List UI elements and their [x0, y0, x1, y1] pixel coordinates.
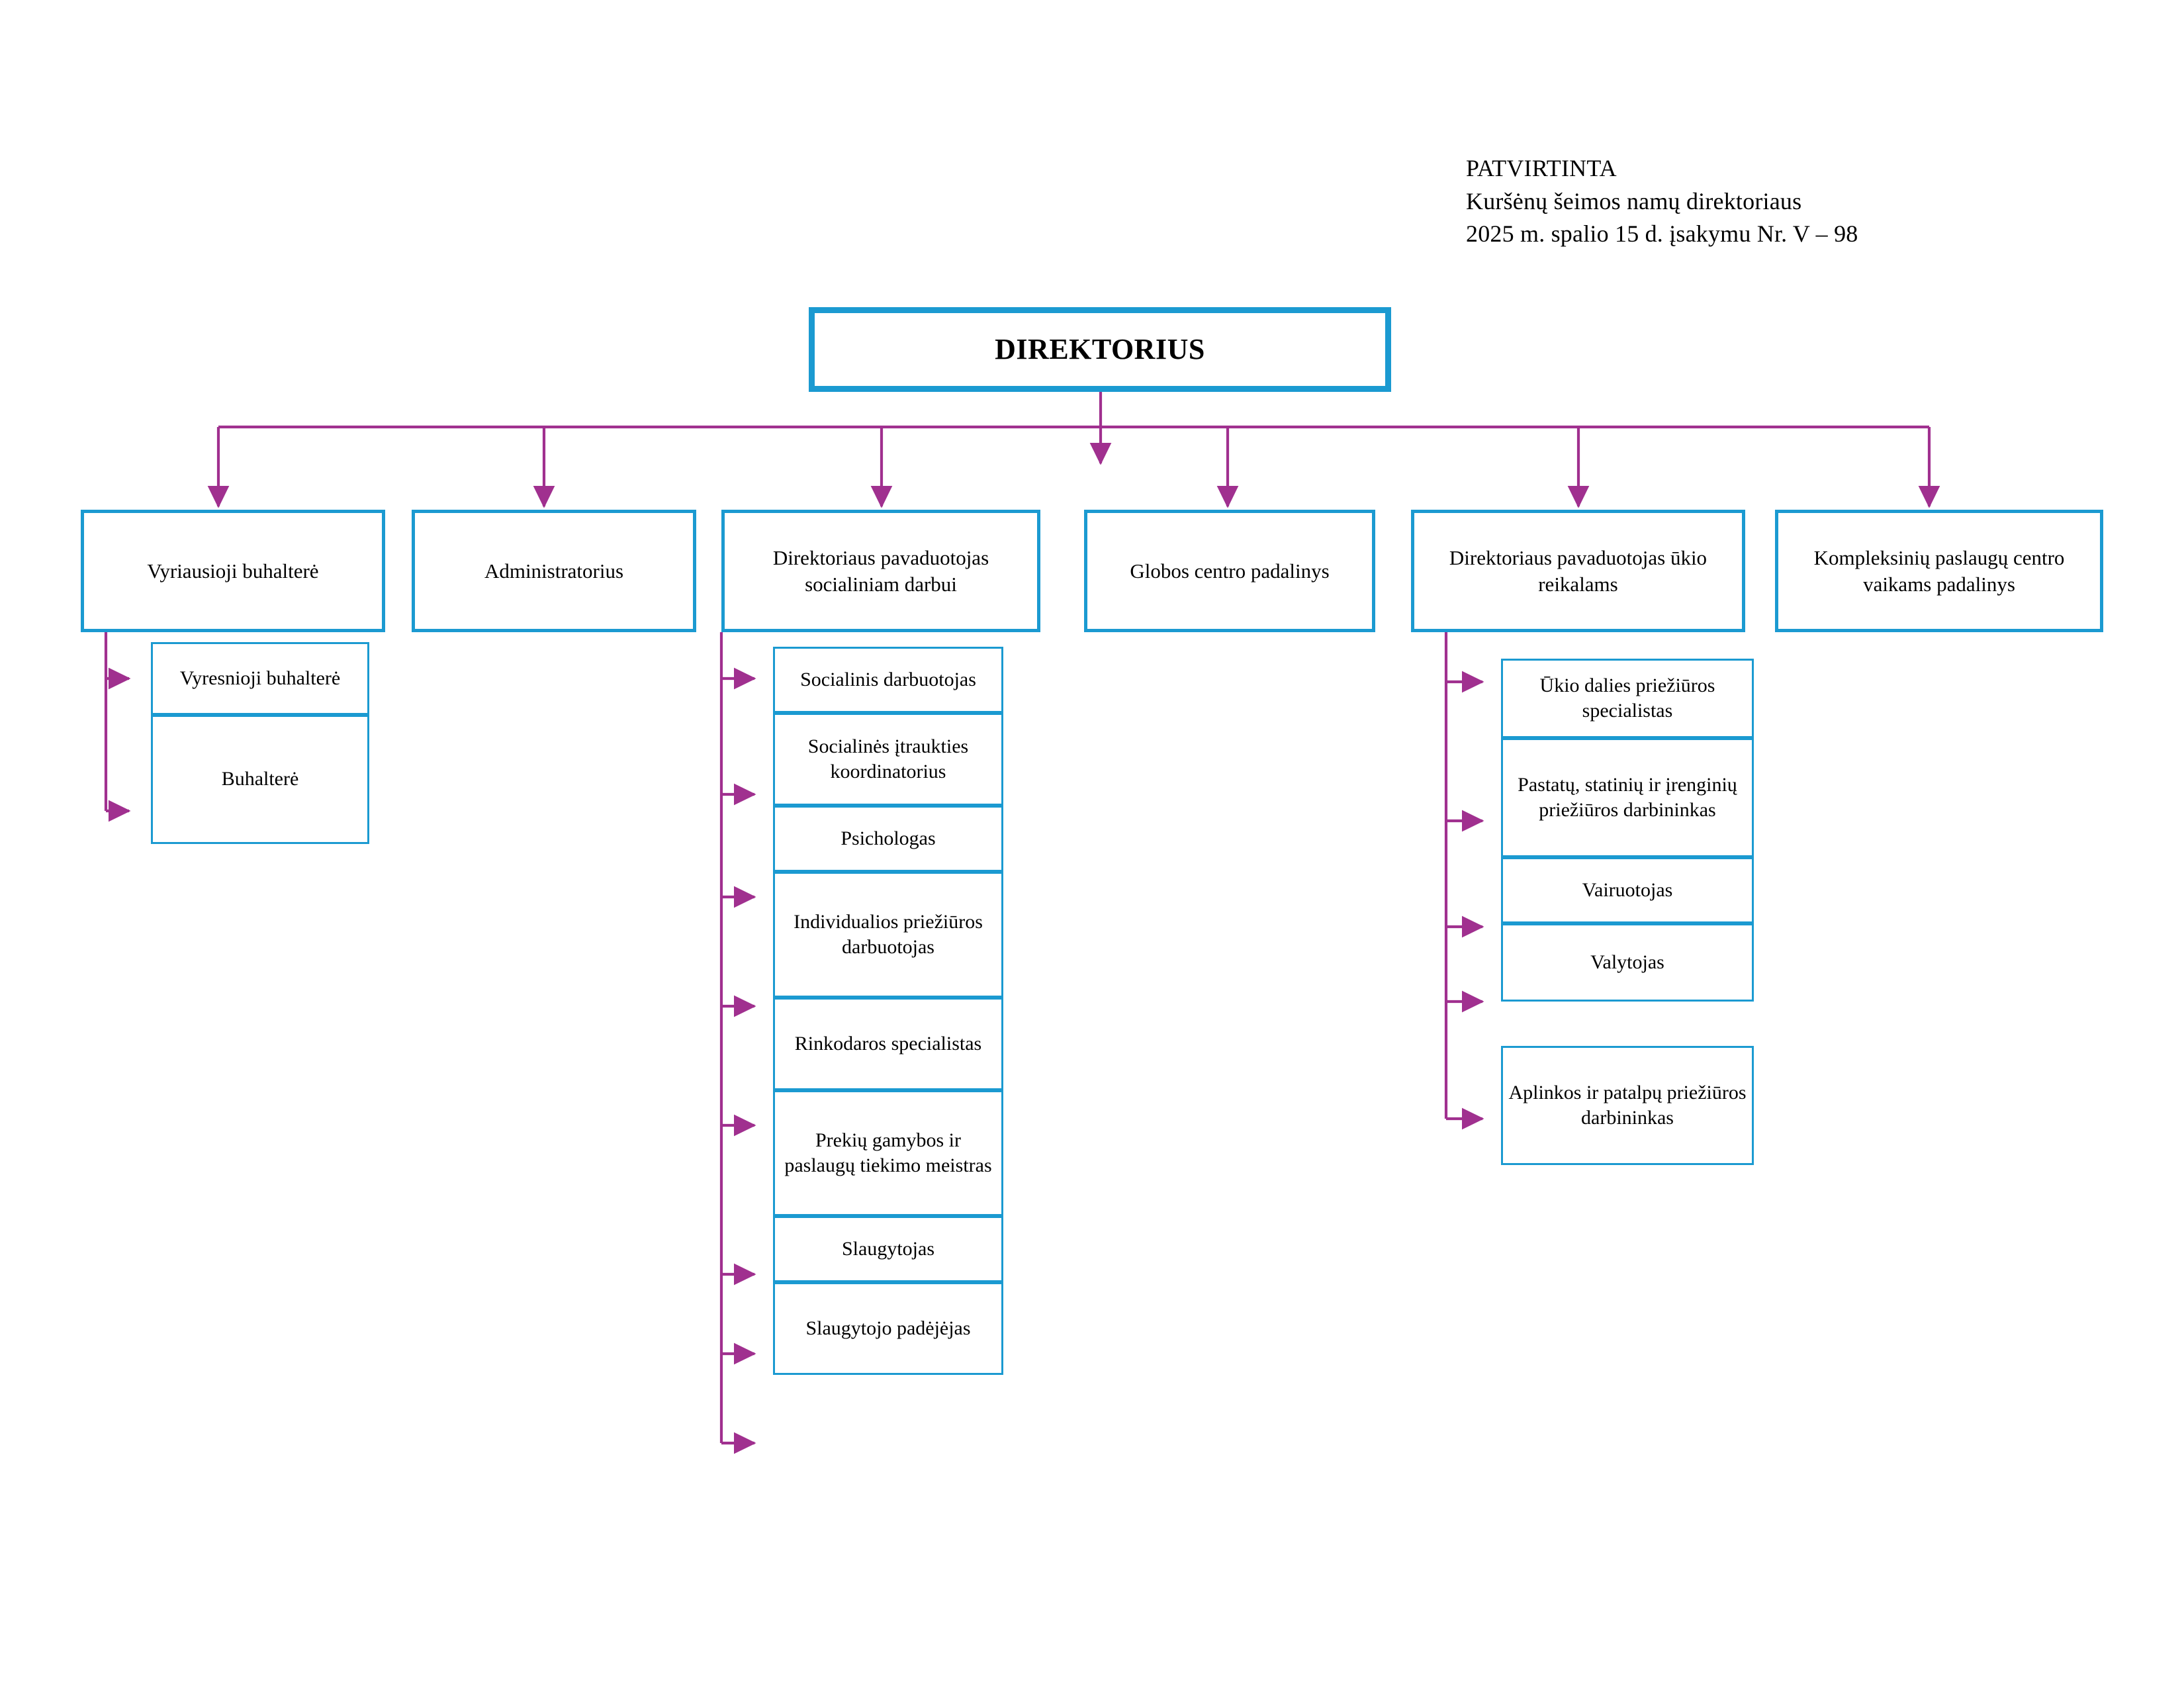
node-kompleksiniu-paslaugu-centro-vaikams-padalinys[interactable] — [1775, 510, 2103, 632]
node-label: Direktoriaus pavaduotojas ūkio reikalams — [1449, 545, 1707, 596]
node-label: Valytojas — [1590, 951, 1664, 973]
node-label: Kompleksinių paslaugų centro vaikams padalinys — [1813, 545, 2065, 596]
node-socialinis-darbuotojas[interactable] — [773, 647, 1003, 713]
node-label: Pastatų, statinių ir įrenginių priežiūros darbininkas — [1518, 773, 1737, 821]
node-label: Prekių gamybos ir paslaugų tiekimo meistras — [784, 1129, 992, 1176]
node-label: Socialinis darbuotojas — [800, 668, 976, 690]
node-buhaltere[interactable] — [151, 715, 369, 844]
node-individualios-prieziuros-darbuotojas[interactable] — [773, 872, 1003, 998]
node-label: Globos centro padalinys — [1130, 559, 1330, 583]
node-administratorius[interactable] — [412, 510, 696, 632]
node-label: Psichologas — [841, 827, 936, 849]
node-aplinkos-ir-patalpu-prieziuros-darbininkas[interactable] — [1501, 1046, 1754, 1165]
node-label: DIREKTORIUS — [995, 332, 1205, 365]
approval-header-line-1: PATVIRTINTA — [1466, 155, 1617, 181]
node-prekiu-gamybos-ir-paslaugu-tiekimo-meistras[interactable] — [773, 1090, 1003, 1216]
approval-header-line-3: 2025 m. spalio 15 d. įsakymu Nr. V – 98 — [1466, 220, 1858, 248]
node-label: Buhalterė — [221, 768, 299, 790]
node-label: Ūkio dalies priežiūros specialistas — [1539, 674, 1715, 722]
node-label: Vairuotojas — [1582, 878, 1673, 901]
node-pastatu-statiniu-ir-irenginiu-prieziuros-darbininkas[interactable] — [1501, 738, 1754, 857]
node-label: Slaugytojo padėjėjas — [805, 1317, 971, 1339]
node-label: Rinkodaros specialistas — [794, 1032, 982, 1055]
node-direktoriaus-pavaduotojas-socialiniam-darbui[interactable] — [721, 510, 1040, 632]
node-label: Vyresnioji buhalterė — [179, 667, 341, 689]
node-rinkodaros-specialistas[interactable] — [773, 998, 1003, 1090]
node-label: Administratorius — [484, 559, 624, 583]
node-slaugytojo-padejejas[interactable] — [773, 1282, 1003, 1375]
node-label: Direktoriaus pavaduotojas socialiniam darbui — [772, 545, 989, 596]
node-label: Individualios priežiūros darbuotojas — [794, 910, 983, 958]
node-label: Socialinės įtraukties koordinatorius — [807, 735, 969, 782]
node-label: Vyriausioji buhalterė — [147, 559, 319, 583]
node-vyresnioji-buhaltere[interactable] — [151, 642, 369, 715]
node-label: Aplinkos ir patalpų priežiūros darbininkas — [1508, 1081, 1747, 1129]
approval-header-line-2: Kuršėnų šeimos namų direktoriaus — [1466, 187, 1802, 214]
approval-header — [1466, 152, 1858, 251]
node-psichologas[interactable] — [773, 806, 1003, 872]
node-slaugytojas[interactable] — [773, 1216, 1003, 1282]
node-label: Slaugytojas — [842, 1237, 934, 1260]
node-socialines-itraukties-koordinatorius[interactable] — [773, 713, 1003, 806]
node-direktoriaus-pavaduotojas-ukio-reikalams[interactable] — [1411, 510, 1745, 632]
node-ukio-dalies-prieziuros-specialistas[interactable] — [1501, 659, 1754, 738]
node-direktorius[interactable] — [809, 307, 1391, 392]
node-globos-centro-padalinys[interactable] — [1084, 510, 1375, 632]
node-vairuotojas[interactable] — [1501, 857, 1754, 923]
node-valytojas[interactable] — [1501, 923, 1754, 1002]
node-vyriausioji-buhaltere[interactable] — [81, 510, 385, 632]
